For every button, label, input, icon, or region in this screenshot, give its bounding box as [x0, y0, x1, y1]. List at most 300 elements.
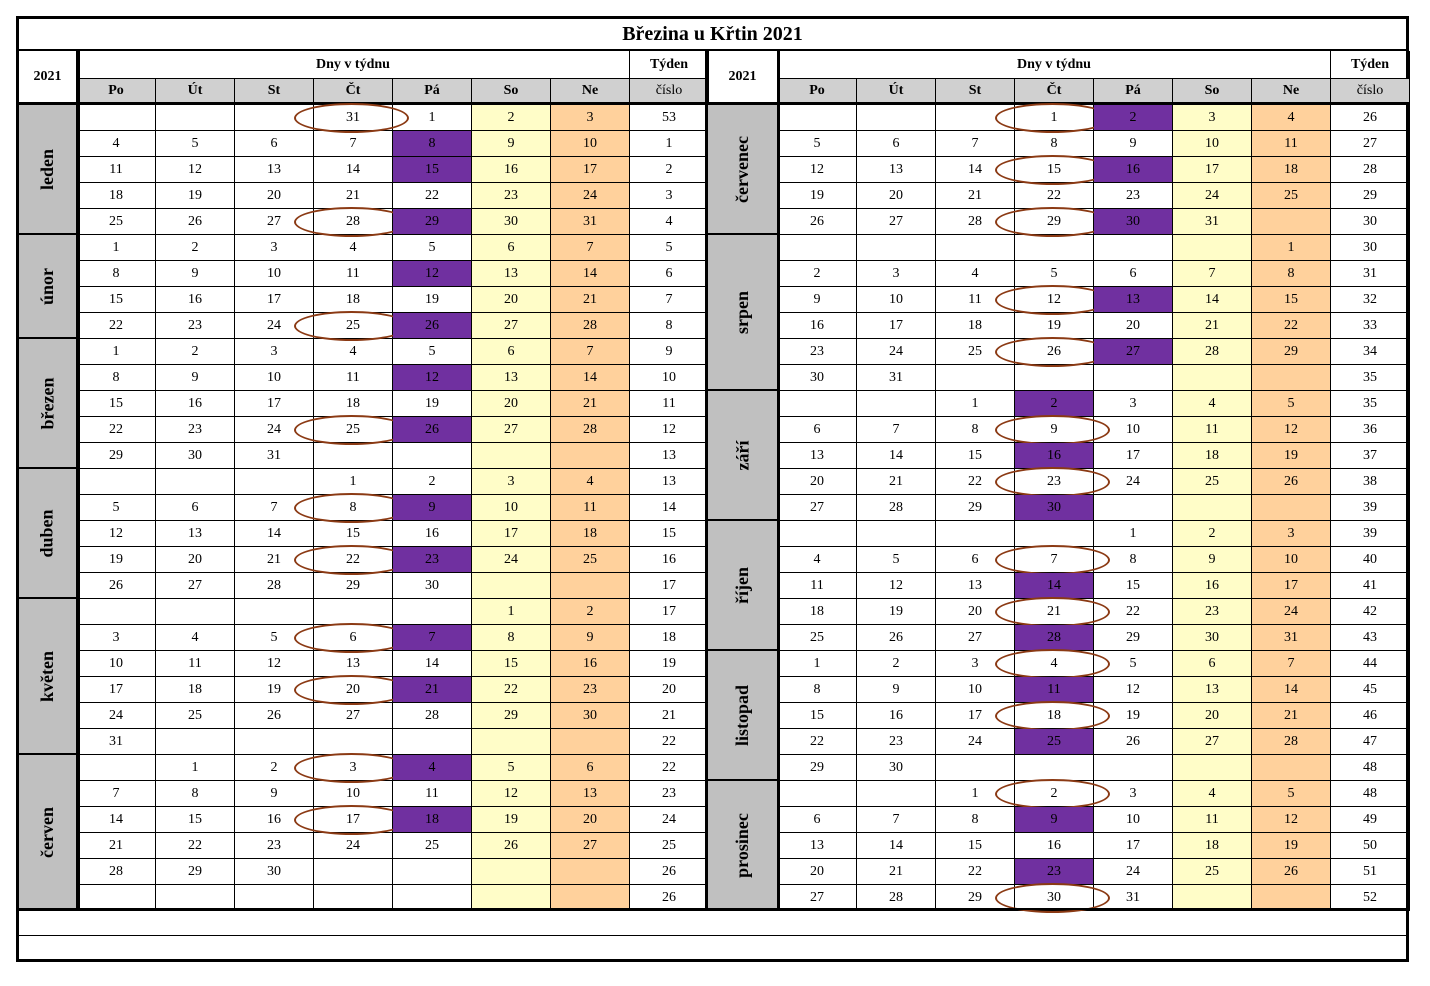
day-cell: 6: [156, 495, 235, 521]
day-cell: 4: [314, 339, 393, 365]
day-cell: [936, 521, 1015, 547]
day-cell: 13: [472, 261, 551, 287]
day-header-6: Ne: [551, 79, 630, 105]
day-cell: 7: [393, 625, 472, 651]
day-cell: 20: [1094, 313, 1173, 339]
day-cell: 30: [1094, 209, 1173, 235]
day-cell: [936, 755, 1015, 781]
day-cell: 27: [551, 833, 630, 859]
day-cell: 20: [857, 183, 936, 209]
day-cell: 23: [235, 833, 314, 859]
day-cell: 15: [1252, 287, 1331, 313]
day-header-5: So: [472, 79, 551, 105]
day-cell: [235, 599, 314, 625]
day-cell: 4: [156, 625, 235, 651]
day-cell: [1252, 209, 1331, 235]
day-cell: 23: [1173, 599, 1252, 625]
day-cell: 7: [1173, 261, 1252, 287]
day-cell: 14: [314, 157, 393, 183]
day-cell: 3: [551, 105, 630, 131]
day-header-3: Čt: [314, 79, 393, 105]
day-header-5: So: [1173, 79, 1252, 105]
day-cell: [156, 105, 235, 131]
footer-line: [19, 935, 1406, 936]
day-cell: 28: [1252, 729, 1331, 755]
month-label: [708, 391, 778, 521]
day-cell: 15: [1015, 157, 1094, 183]
day-cell: 5: [778, 131, 857, 157]
day-cell: 25: [1015, 729, 1094, 755]
day-cell: 8: [1252, 261, 1331, 287]
month-label: [19, 339, 77, 469]
week-number-cell: 49: [1331, 807, 1410, 833]
day-cell: [393, 859, 472, 885]
day-cell: 28: [77, 859, 156, 885]
day-cell: 15: [472, 651, 551, 677]
day-cell: 24: [1252, 599, 1331, 625]
day-cell: [235, 469, 314, 495]
day-cell: 21: [857, 859, 936, 885]
day-cell: 23: [1015, 859, 1094, 885]
day-cell: [1252, 495, 1331, 521]
week-number-cell: 40: [1331, 547, 1410, 573]
day-cell: 20: [778, 469, 857, 495]
day-cell: 13: [778, 443, 857, 469]
week-number-cell: 47: [1331, 729, 1410, 755]
week-number-cell: 51: [1331, 859, 1410, 885]
day-header-4: Pá: [1094, 79, 1173, 105]
day-cell: 29: [314, 573, 393, 599]
day-cell: 12: [778, 157, 857, 183]
day-cell: 4: [77, 131, 156, 157]
day-cell: 8: [936, 807, 1015, 833]
day-cell: 31: [314, 105, 393, 131]
day-cell: 12: [77, 521, 156, 547]
day-cell: 30: [551, 703, 630, 729]
day-cell: [77, 105, 156, 131]
day-cell: 1: [472, 599, 551, 625]
day-cell: [472, 573, 551, 599]
day-cell: [1015, 755, 1094, 781]
day-cell: 7: [1015, 547, 1094, 573]
day-cell: [778, 521, 857, 547]
day-cell: 6: [778, 807, 857, 833]
day-cell: 8: [77, 261, 156, 287]
day-cell: 8: [472, 625, 551, 651]
day-cell: 1: [156, 755, 235, 781]
day-cell: 8: [156, 781, 235, 807]
day-cell: 2: [1015, 781, 1094, 807]
day-cell: 29: [936, 495, 1015, 521]
day-cell: 27: [857, 209, 936, 235]
day-cell: 2: [472, 105, 551, 131]
day-cell: 21: [1252, 703, 1331, 729]
month-label: [19, 599, 77, 755]
day-cell: 20: [314, 677, 393, 703]
day-cell: 12: [857, 573, 936, 599]
day-cell: 15: [778, 703, 857, 729]
day-header-2: St: [235, 79, 314, 105]
day-cell: 15: [156, 807, 235, 833]
section-divider: [705, 51, 708, 908]
week-number-cell: 52: [1331, 885, 1410, 911]
day-cell: 11: [778, 573, 857, 599]
day-cell: [393, 443, 472, 469]
day-cell: 9: [393, 495, 472, 521]
day-cell: 30: [857, 755, 936, 781]
day-cell: 25: [77, 209, 156, 235]
day-cell: 26: [1252, 859, 1331, 885]
day-cell: 8: [936, 417, 1015, 443]
week-number-cell: 2: [630, 157, 709, 183]
footer-line: [19, 908, 1406, 910]
day-cell: [1015, 235, 1094, 261]
week-number-cell: 29: [1331, 183, 1410, 209]
day-cell: 13: [472, 365, 551, 391]
section-divider: [77, 51, 80, 908]
month-label: [708, 521, 778, 651]
day-cell: 24: [1173, 183, 1252, 209]
day-cell: 4: [778, 547, 857, 573]
day-cell: [857, 235, 936, 261]
day-cell: 5: [472, 755, 551, 781]
day-cell: 14: [1015, 573, 1094, 599]
day-cell: 10: [472, 495, 551, 521]
day-cell: 19: [1252, 833, 1331, 859]
week-label-bottom: číslo: [630, 79, 709, 105]
day-cell: [77, 599, 156, 625]
day-cell: 22: [393, 183, 472, 209]
day-cell: 22: [77, 417, 156, 443]
day-cell: 1: [936, 391, 1015, 417]
day-cell: [857, 105, 936, 131]
day-cell: 12: [393, 365, 472, 391]
day-cell: 26: [393, 417, 472, 443]
day-cell: 4: [1173, 391, 1252, 417]
day-cell: 3: [857, 261, 936, 287]
day-cell: 5: [156, 131, 235, 157]
day-cell: 19: [857, 599, 936, 625]
day-cell: 3: [472, 469, 551, 495]
day-cell: 24: [235, 417, 314, 443]
day-cell: 16: [551, 651, 630, 677]
day-cell: [1094, 495, 1173, 521]
day-cell: 13: [857, 157, 936, 183]
week-number-cell: 22: [630, 755, 709, 781]
calendar-frame: [16, 16, 1409, 962]
day-cell: 27: [1094, 339, 1173, 365]
day-cell: 10: [1173, 131, 1252, 157]
week-number-cell: 35: [1331, 365, 1410, 391]
day-cell: 14: [235, 521, 314, 547]
day-cell: 23: [1094, 183, 1173, 209]
week-number-cell: 30: [1331, 235, 1410, 261]
day-cell: [472, 443, 551, 469]
day-cell: 14: [1252, 677, 1331, 703]
day-cell: 19: [393, 391, 472, 417]
day-cell: 27: [472, 417, 551, 443]
day-cell: 10: [936, 677, 1015, 703]
day-cell: 7: [551, 235, 630, 261]
day-cell: 24: [1094, 859, 1173, 885]
days-group-label: Dny v týdnu: [77, 51, 630, 79]
day-cell: 22: [1094, 599, 1173, 625]
day-cell: 30: [156, 443, 235, 469]
week-number-cell: 44: [1331, 651, 1410, 677]
day-cell: 19: [1094, 703, 1173, 729]
day-cell: 2: [156, 235, 235, 261]
day-cell: 15: [77, 287, 156, 313]
days-group-label: Dny v týdnu: [778, 51, 1331, 79]
week-number-cell: 33: [1331, 313, 1410, 339]
day-cell: 25: [314, 417, 393, 443]
month-label-text: říjen: [731, 566, 752, 604]
day-header-4: Pá: [393, 79, 472, 105]
week-number-cell: 18: [630, 625, 709, 651]
day-cell: 29: [1015, 209, 1094, 235]
week-number-cell: 39: [1331, 521, 1410, 547]
day-cell: [936, 235, 1015, 261]
day-cell: 10: [235, 365, 314, 391]
day-cell: 4: [1015, 651, 1094, 677]
week-number-cell: 26: [630, 885, 709, 911]
day-cell: 18: [936, 313, 1015, 339]
day-cell: 7: [551, 339, 630, 365]
day-cell: 13: [778, 833, 857, 859]
day-cell: 17: [1252, 573, 1331, 599]
day-cell: 25: [1173, 859, 1252, 885]
day-cell: 17: [857, 313, 936, 339]
day-cell: 17: [551, 157, 630, 183]
day-cell: 16: [857, 703, 936, 729]
day-cell: 26: [77, 573, 156, 599]
day-cell: 10: [314, 781, 393, 807]
day-cell: 19: [778, 183, 857, 209]
day-cell: 6: [857, 131, 936, 157]
day-cell: [393, 729, 472, 755]
day-cell: 13: [551, 781, 630, 807]
day-cell: 14: [857, 443, 936, 469]
day-cell: 12: [1252, 417, 1331, 443]
day-cell: [857, 781, 936, 807]
day-cell: 26: [156, 209, 235, 235]
day-cell: 29: [936, 885, 1015, 911]
day-cell: 21: [235, 547, 314, 573]
day-cell: 18: [393, 807, 472, 833]
day-cell: 22: [314, 547, 393, 573]
day-cell: 8: [314, 495, 393, 521]
day-cell: 21: [551, 391, 630, 417]
day-cell: 27: [778, 885, 857, 911]
day-cell: 15: [936, 833, 1015, 859]
day-cell: 13: [235, 157, 314, 183]
week-number-cell: 12: [630, 417, 709, 443]
day-cell: 5: [393, 339, 472, 365]
day-cell: 11: [1173, 417, 1252, 443]
day-cell: 22: [156, 833, 235, 859]
day-header-1: Út: [156, 79, 235, 105]
day-cell: 20: [472, 287, 551, 313]
day-cell: 30: [778, 365, 857, 391]
day-cell: 17: [1173, 157, 1252, 183]
day-cell: [857, 391, 936, 417]
day-cell: [551, 443, 630, 469]
day-cell: 21: [77, 833, 156, 859]
day-cell: [235, 729, 314, 755]
day-cell: 28: [857, 495, 936, 521]
day-cell: 29: [156, 859, 235, 885]
week-number-cell: 15: [630, 521, 709, 547]
day-cell: 24: [314, 833, 393, 859]
day-header-1: Út: [857, 79, 936, 105]
day-cell: 26: [857, 625, 936, 651]
day-cell: 7: [936, 131, 1015, 157]
day-cell: 8: [393, 131, 472, 157]
day-cell: 22: [1252, 313, 1331, 339]
week-number-cell: 37: [1331, 443, 1410, 469]
month-label-text: srpen: [731, 290, 752, 334]
week-number-cell: 3: [630, 183, 709, 209]
day-cell: 18: [314, 287, 393, 313]
day-cell: 10: [551, 131, 630, 157]
day-cell: 28: [393, 703, 472, 729]
day-cell: 12: [1094, 677, 1173, 703]
month-label-text: duben: [36, 508, 57, 558]
day-cell: 29: [77, 443, 156, 469]
day-cell: 4: [551, 469, 630, 495]
day-cell: [1173, 365, 1252, 391]
week-number-cell: 1: [630, 131, 709, 157]
day-cell: 16: [235, 807, 314, 833]
day-cell: 21: [1173, 313, 1252, 339]
day-cell: 21: [936, 183, 1015, 209]
day-cell: 27: [936, 625, 1015, 651]
day-cell: 5: [1252, 391, 1331, 417]
day-cell: [778, 105, 857, 131]
day-cell: [1173, 235, 1252, 261]
day-cell: 14: [551, 365, 630, 391]
week-number-cell: 7: [630, 287, 709, 313]
day-cell: 31: [77, 729, 156, 755]
day-cell: 16: [393, 521, 472, 547]
day-cell: 3: [77, 625, 156, 651]
day-cell: [1094, 365, 1173, 391]
day-cell: 15: [393, 157, 472, 183]
day-cell: 24: [936, 729, 1015, 755]
day-cell: [1094, 755, 1173, 781]
day-cell: 28: [936, 209, 1015, 235]
day-cell: [551, 859, 630, 885]
day-cell: 22: [1015, 183, 1094, 209]
day-cell: 8: [1015, 131, 1094, 157]
day-cell: 19: [156, 183, 235, 209]
day-cell: 20: [551, 807, 630, 833]
day-cell: 10: [857, 287, 936, 313]
day-cell: [472, 729, 551, 755]
day-cell: [1173, 495, 1252, 521]
day-header-0: Po: [77, 79, 156, 105]
day-cell: [314, 599, 393, 625]
week-number-cell: 41: [1331, 573, 1410, 599]
day-cell: 12: [235, 651, 314, 677]
week-number-cell: 5: [630, 235, 709, 261]
week-number-cell: 10: [630, 365, 709, 391]
day-cell: 21: [551, 287, 630, 313]
week-number-cell: 48: [1331, 755, 1410, 781]
day-cell: 11: [936, 287, 1015, 313]
month-label-text: září: [731, 440, 752, 470]
day-cell: 15: [77, 391, 156, 417]
day-cell: 3: [936, 651, 1015, 677]
day-cell: 26: [235, 703, 314, 729]
week-number-cell: 48: [1331, 781, 1410, 807]
month-label-text: únor: [36, 267, 57, 305]
day-header-3: Čt: [1015, 79, 1094, 105]
day-cell: 3: [314, 755, 393, 781]
day-cell: 18: [1173, 443, 1252, 469]
day-cell: 2: [551, 599, 630, 625]
day-cell: 18: [778, 599, 857, 625]
day-cell: 11: [551, 495, 630, 521]
day-cell: 30: [472, 209, 551, 235]
week-number-cell: 30: [1331, 209, 1410, 235]
day-cell: 26: [393, 313, 472, 339]
week-number-cell: 9: [630, 339, 709, 365]
day-cell: [1094, 235, 1173, 261]
week-number-cell: 13: [630, 469, 709, 495]
day-cell: 2: [156, 339, 235, 365]
day-cell: 25: [778, 625, 857, 651]
day-cell: 25: [314, 313, 393, 339]
day-cell: [551, 729, 630, 755]
day-cell: 31: [235, 443, 314, 469]
month-label: [708, 105, 778, 235]
week-number-cell: 24: [630, 807, 709, 833]
day-cell: [1173, 755, 1252, 781]
day-cell: 26: [1015, 339, 1094, 365]
day-cell: 1: [1015, 105, 1094, 131]
day-cell: 11: [1252, 131, 1331, 157]
day-cell: 8: [778, 677, 857, 703]
day-cell: 22: [778, 729, 857, 755]
day-cell: 17: [1094, 443, 1173, 469]
month-label-text: leden: [36, 148, 57, 190]
day-cell: 17: [472, 521, 551, 547]
day-cell: 12: [393, 261, 472, 287]
week-number-cell: 28: [1331, 157, 1410, 183]
week-number-cell: 26: [630, 859, 709, 885]
day-cell: 20: [156, 547, 235, 573]
day-cell: 23: [156, 417, 235, 443]
day-cell: 11: [1173, 807, 1252, 833]
day-cell: 4: [1252, 105, 1331, 131]
day-cell: 24: [551, 183, 630, 209]
day-cell: [1015, 365, 1094, 391]
day-cell: 17: [235, 287, 314, 313]
day-cell: 16: [156, 391, 235, 417]
day-cell: 2: [1173, 521, 1252, 547]
month-label: [19, 235, 77, 339]
week-number-cell: 31: [1331, 261, 1410, 287]
day-cell: 14: [393, 651, 472, 677]
day-cell: 17: [77, 677, 156, 703]
day-cell: 3: [235, 235, 314, 261]
day-cell: [156, 729, 235, 755]
day-cell: 22: [77, 313, 156, 339]
day-cell: 5: [1015, 261, 1094, 287]
day-cell: 30: [1015, 885, 1094, 911]
week-number-cell: 43: [1331, 625, 1410, 651]
